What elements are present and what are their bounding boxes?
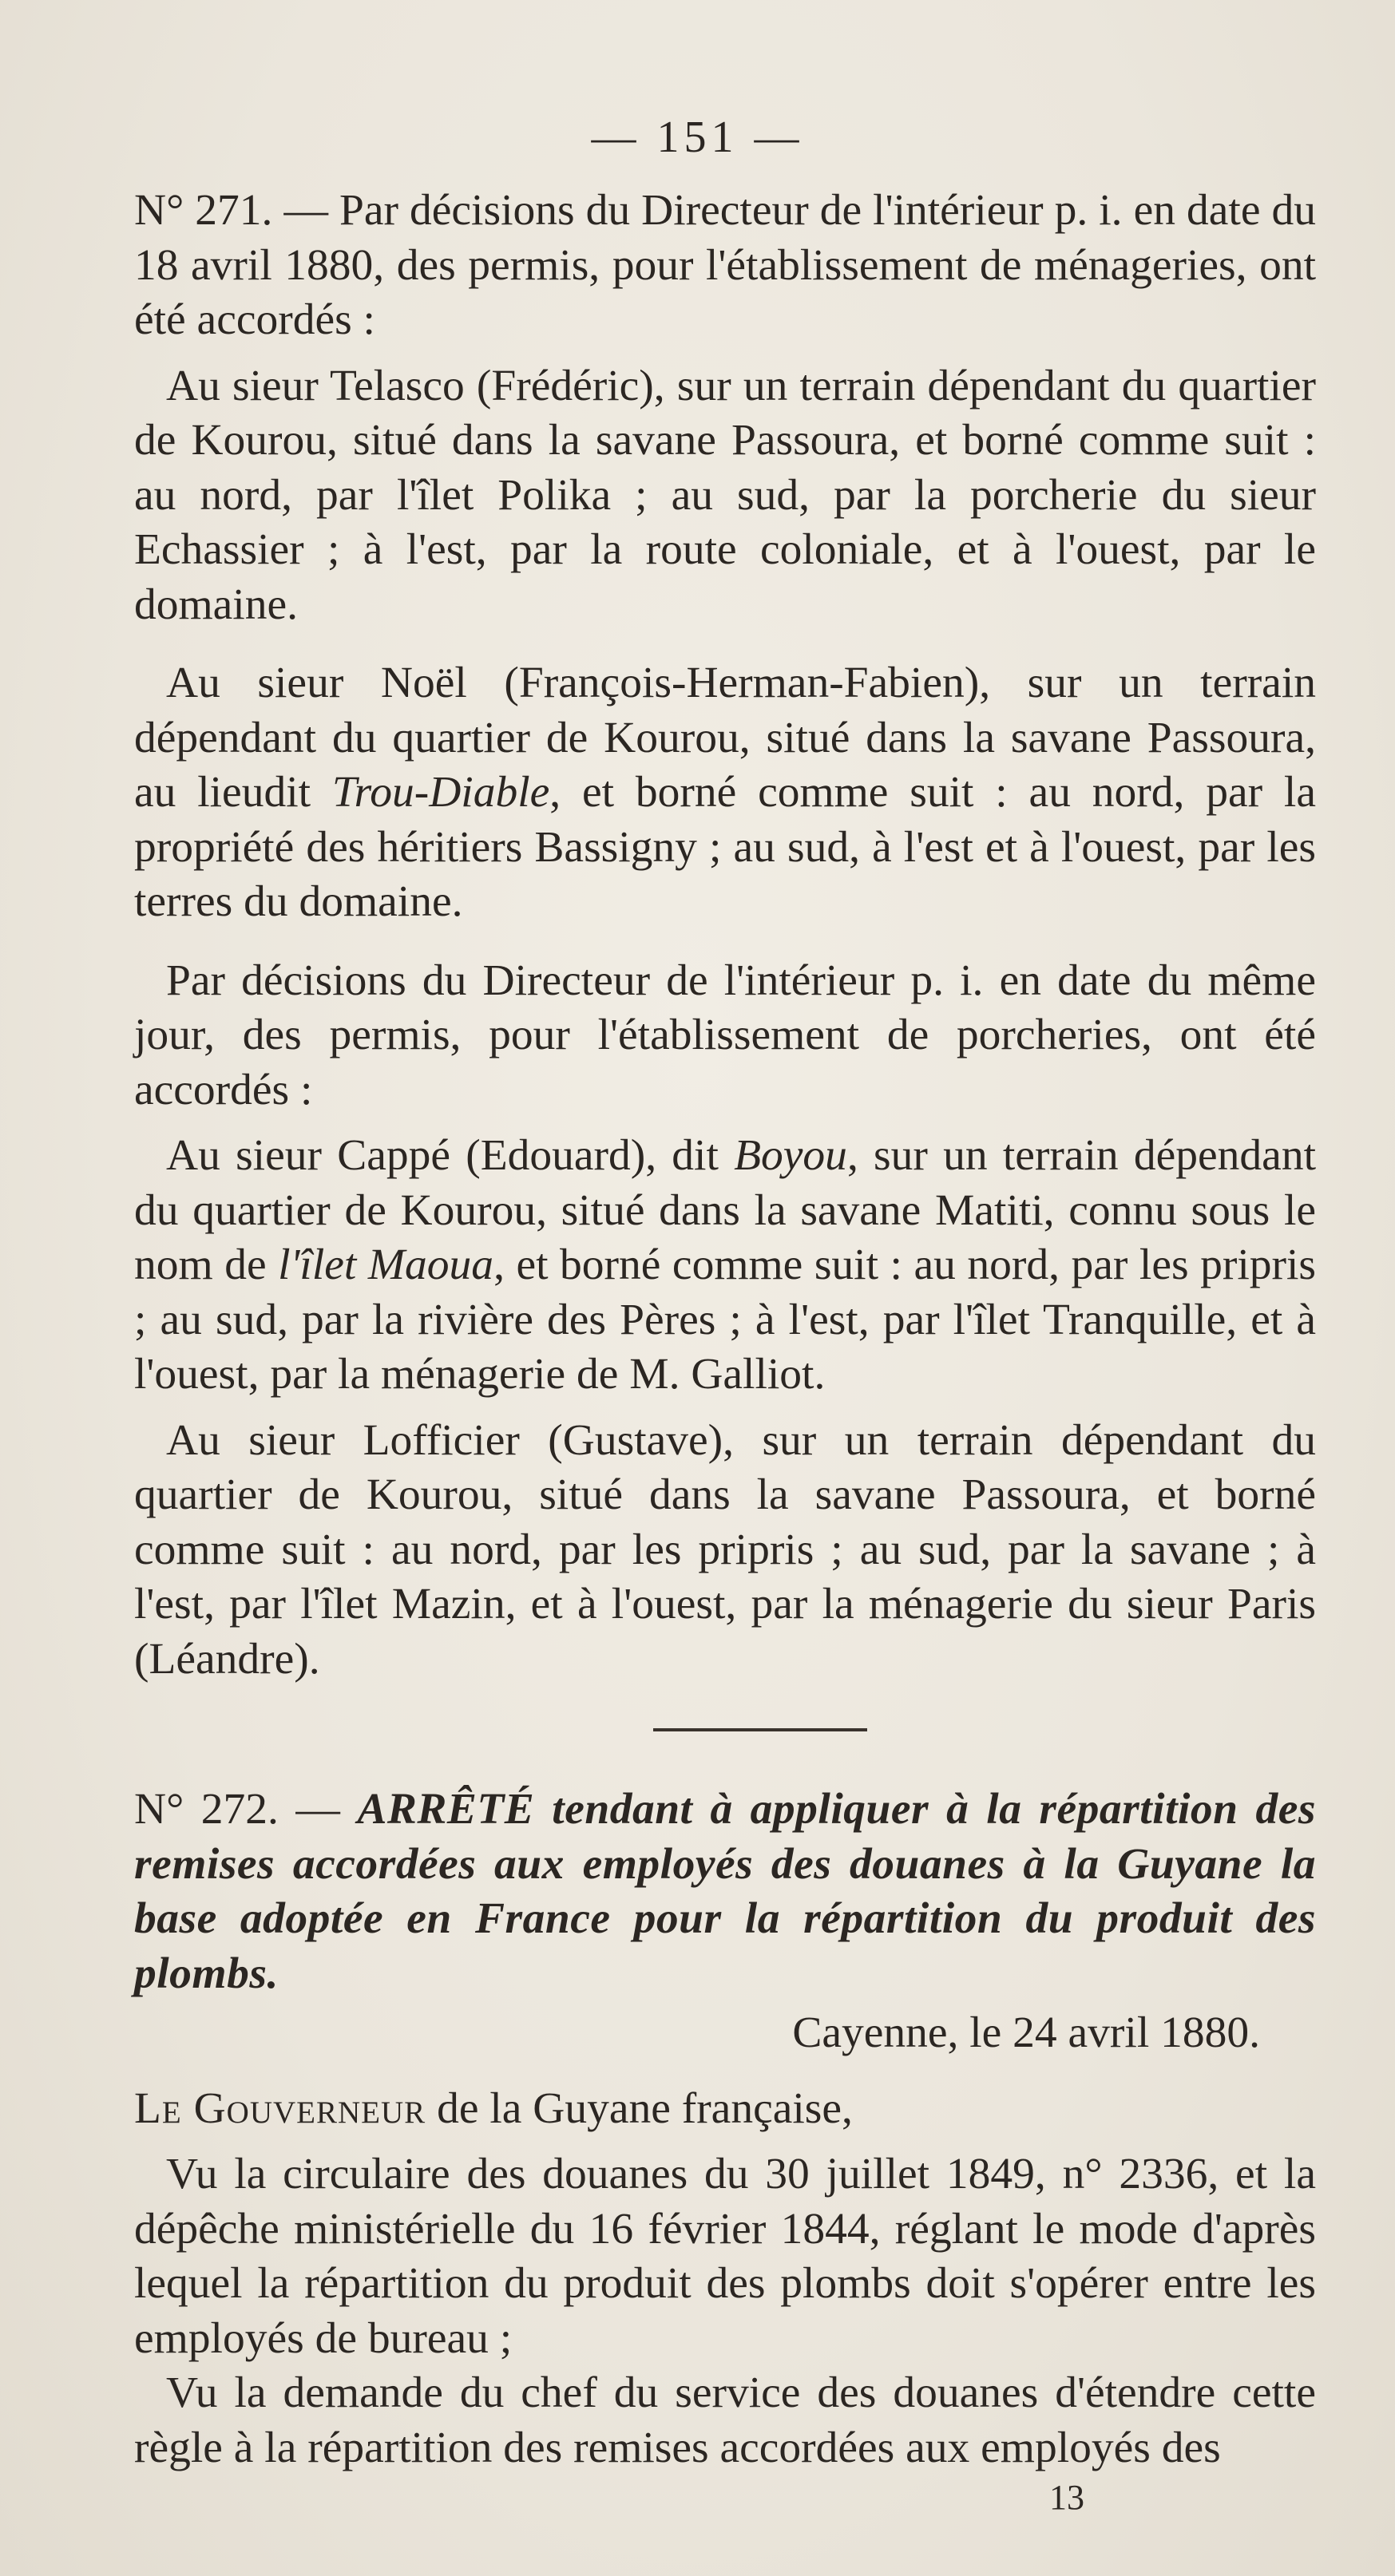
section-divider bbox=[653, 1728, 867, 1731]
entry-271-noel bbox=[134, 656, 1316, 930]
entry-272-heading bbox=[134, 1783, 1316, 2001]
vu-circulaire: Vu la circulaire des douanes du 30 juillet 1849, n° 2336, et la dépêche ministérielle du 16 février 1844, réglant le mode d'après lequel la répartition du produit des plombs doit s'opérer entre les employés de bureau ; bbox=[134, 2150, 1316, 2363]
entry-271-porcheries: Par décisions du Directeur de l'intérieur p. i. en date du même jour, des permis, pour l'établissement de porcheries, ont été accordés : bbox=[134, 956, 1316, 1114]
gouverneur-line bbox=[134, 2082, 1316, 2137]
entry-271-telasco: Au sieur Telasco (Frédéric), sur un terrain dépendant du quartier de Kourou, situé dans la savane Passoura, et borné comme suit : au nord, par l'îlet Polika ; au sud, par la porcherie du sieur Echassier ; à l'est, par la route coloniale, et à l'ouest, par le domaine. bbox=[134, 361, 1316, 629]
entry-271-intro: N° 271. — Par décisions du Directeur de l'intérieur p. i. en date du 18 avril 1880, des permis, pour l'établissement de ménageries, ont été accordés : bbox=[134, 186, 1316, 344]
noel-text-b: , et borné comme suit : au nord, par la propriété des héritiers Bassigny ; au sud, à l'est et à l'ouest, par les terres du domaine. bbox=[134, 768, 1316, 926]
page-number: — 151 — bbox=[591, 113, 804, 162]
gouverneur-rest: de la Guyane française, bbox=[426, 2083, 853, 2133]
entry-272-number: N° 272. — bbox=[134, 1785, 358, 1834]
entry-271-cappe bbox=[134, 1129, 1316, 1403]
signature-mark: 13 bbox=[1049, 2478, 1084, 2517]
entry-272-title: ARRÊTÉ tendant à appliquer à la répartition des remises accordées aux employés des douanes à la Guyane la base adoptée en France pour la répartition du produit des plombs. bbox=[134, 1785, 1316, 1998]
cappe-alias: Boyou bbox=[734, 1131, 847, 1180]
entry-271-lofficier: Au sieur Lofficier (Gustave), sur un terrain dépendant du quartier de Kourou, situé dans la savane Passoura, et borné comme suit : au nord, par les pripris ; au sud, par la savane ; à l'est, par l'îlet Mazin, et à l'ouest, par la ménagerie du sieur Paris (Léandre). bbox=[134, 1415, 1316, 1684]
noel-text-a: Au sieur Noël (François-Herman-Fabien), sur un terrain dépendant du quartier de Kourou, situé dans la savane Passoura, au lieudit bbox=[134, 659, 1316, 817]
vu-demande: Vu la demande du chef du service des douanes d'étendre cette règle à la répartition des remises accordées aux employés des bbox=[134, 2368, 1316, 2472]
cappe-text-a: Au sieur Cappé (Edouard), dit bbox=[166, 1131, 735, 1180]
cappe-text-c: , et borné comme suit : au nord, par les pripris ; au sud, par la rivière des Pères ; à l'est, par l'îlet Tranquille, et à l'ouest, par la ménagerie de M. Galliot. bbox=[134, 1241, 1316, 1399]
cappe-place-name: l'îlet Maoua bbox=[278, 1241, 494, 1289]
gouverneur-title: Le Gouverneur bbox=[134, 2083, 426, 2133]
place-date: Cayenne, le 24 avril 1880. bbox=[792, 2008, 1260, 2057]
page-body bbox=[134, 184, 1316, 2520]
noel-place-name: Trou-Diable bbox=[331, 768, 550, 817]
cappe-text-b: , sur un terrain dépendant du quartier de Kourou, situé dans la savane Matiti, connu sous le nom de bbox=[134, 1131, 1316, 1289]
